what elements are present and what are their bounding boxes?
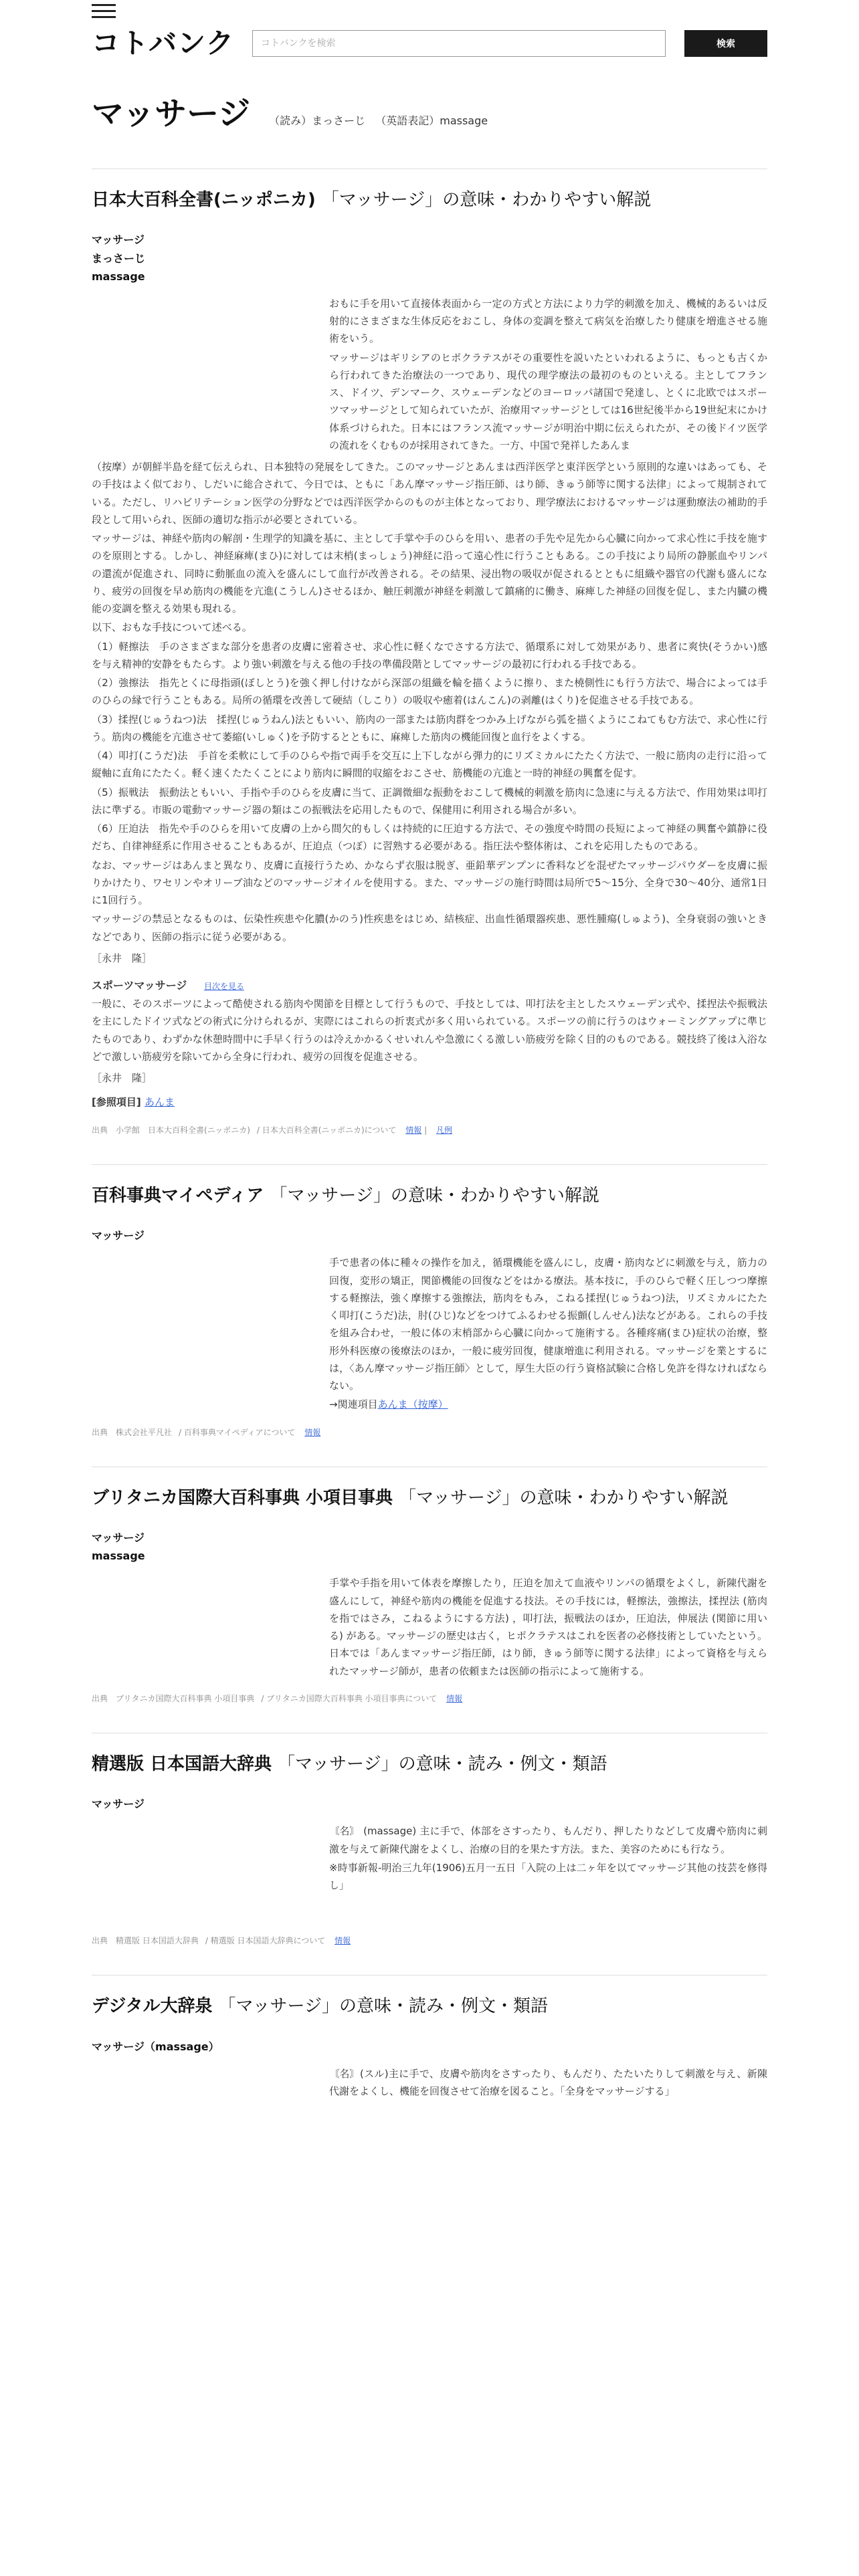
section-seisenban bbox=[92, 1733, 767, 1949]
term-heading bbox=[92, 1226, 767, 1245]
sub-heading bbox=[92, 976, 767, 995]
term-name: マッサージ（massage） bbox=[92, 2040, 219, 2053]
search-input[interactable] bbox=[252, 30, 666, 57]
reading: （読み）まっさーじ bbox=[269, 114, 366, 127]
term-reading: まっさーじ bbox=[92, 251, 146, 265]
term-heading bbox=[92, 1795, 767, 1813]
term-heading bbox=[92, 2038, 767, 2056]
topbar bbox=[92, 0, 767, 20]
paragraph: マッサージの禁忌となるものは、伝染性疾患や化膿(かのう)性疾患をはじめ、結核症、出血性循環器疾患、悪性腫瘍(しゅよう)、全身衰弱の強いときなどであり、医師の指示に従う必要がある。 bbox=[92, 913, 767, 943]
list-item: （3）揉捏(じゅうねつ)法 揉捏(じゅうねん)法ともいい、筋肉の一部または筋肉群をつかみ上げながら弧を描くようにこねてもむ方法で、求心性に行う。筋肉の機能を亢進させて萎縮(いしゅく)を予防するとともに、麻痺した筋肉の機能回復と血行をよくする。 bbox=[92, 713, 767, 743]
source-info: 出典 ブリタニカ国際大百科事典 小項目事典 / ブリタニカ国際大百科事典 小項目事典について 情報 bbox=[92, 1693, 463, 1703]
body-block bbox=[329, 2065, 767, 2101]
paragraph: なお、マッサージはあんまと異なり、皮膚に直接行うため、かならず衣服は脱ぎ、亜鉛華デンプンに香料などを混ぜたマッサージパウダーを皮膚に振りかけたり、ワセリンやオリーブ油などのマッサージオイルを使用する。また、マッサージの施行時間は局所で5〜15分、全身で30〜40分、通常1日に1回行う。 bbox=[92, 859, 767, 907]
section-subtitle: 「マッサージ」の意味・わかりやすい解説 bbox=[399, 1487, 729, 1508]
paragraph: 〘名〙(スル)主に手で、皮膚や筋肉をさすったり、もんだり、たたいたりして刺激を与え、新陳代謝をよくし、機能を回復させて治療を図ること。「全身をマッサージする」 bbox=[329, 2067, 767, 2098]
paragraph: （按摩）が朝鮮半島を経て伝えられ、日本独特の発展をしてきた。このマッサージとあんまは西洋医学と東洋医学という原則的な違いはあっても、その手技はよく似ており、しだいに総合されて、今日では、ともに「あん摩マッサージ指圧師、はり師、きゅう師等に関する法律」によって規制されている。ただし、リハビリテーション医学の分野などでは西洋医学からのものが主体となっており、理学療法におけるマッサージは運動療法の補助的手段として用いられ、医師の適切な指示が必要とされている。 bbox=[92, 461, 767, 526]
english-notation: （英語表記）massage bbox=[375, 114, 488, 127]
list-item: （1）軽擦法 手のさまざまな部分を患者の皮膚に密着させ、求心性に軽くなでさする方法で、循環系に対して効果があり、患者に爽快(そうかい)感を与え精神的安静をもたらす。より強い刺激を与える他の手技の準備段階としてマッサージの最初に行われる手技である。 bbox=[92, 640, 767, 670]
term-name: マッサージ bbox=[92, 233, 145, 247]
section-subtitle: 「マッサージ」の意味・わかりやすい解説 bbox=[321, 190, 652, 210]
page-title-row bbox=[92, 86, 767, 142]
toc-link[interactable]: 目次を見る bbox=[203, 982, 244, 992]
source-info-link[interactable]: 情報 bbox=[335, 1936, 351, 1946]
search-button[interactable]: 検索 bbox=[684, 30, 767, 57]
term-name: マッサージ bbox=[92, 1798, 145, 1811]
sub-heading-text: スポーツマッサージ bbox=[92, 979, 187, 992]
source-publisher: 出典 精選版 日本国語大辞典 bbox=[92, 1936, 199, 1946]
paragraph: 手で患者の体に種々の操作を加え，循環機能を盛んにし，皮膚・筋肉などに刺激を与え，筋力の回復，変形の矯正，関節機能の回復などをはかる療法。基本技に，手のひらで軽く圧しつつ摩擦する軽擦法，強く摩擦する強擦法，筋肉をもみ，こねる揉捏(じゅうねつ)法，リズミカルにたたく叩打(こうだ)法，肘(ひじ)などをつけてふるわせる振顫(しんせん)法などがある。これらの手技を組み合わせ，一般に体の末梢部から心臓に向かって施術する。各種疼痛(まひ)症状の治療，整形外科医療の後療法のほか，一般に疲労回復，健康増進に利用される。マッサージを業とするには，〈あん摩マッサージ指圧師〉として，厚生大臣の行う資格試験に合格し免許を得なければならない。 bbox=[329, 1257, 767, 1392]
body-block bbox=[329, 1254, 767, 1413]
list-item: （5）振戦法 振動法ともいい、手指や手のひらを皮膚に当て、正調微細な振動をおこして機械的刺激を筋肉に急速に与える方法で、作用効果は叩打法に準ずる。市販の電動マッサージ器の類はこの振戦法を応用したもので、保健用に利用される場合が多い。 bbox=[92, 786, 767, 816]
source-publisher: 出典 小学館 日本大百科全書(ニッポニカ) bbox=[92, 1125, 250, 1135]
reference-link[interactable]: あんま bbox=[144, 1096, 175, 1109]
dictionary-name: 日本大百科全書(ニッポニカ) bbox=[92, 190, 316, 210]
section-britannica bbox=[92, 1467, 767, 1706]
source-publisher: 出典 ブリタニカ国際大百科事典 小項目事典 bbox=[92, 1693, 255, 1703]
section-title bbox=[92, 1486, 767, 1510]
source-info: 出典 精選版 日本国語大辞典 / 精選版 日本国語大辞典について 情報 bbox=[92, 1936, 351, 1946]
header bbox=[92, 20, 767, 67]
section-daijisen bbox=[92, 1975, 767, 2100]
source-info: 出典 小学館 日本大百科全書(ニッポニカ) / 日本大百科全書(ニッポニカ)について 情報 | 凡例 bbox=[92, 1125, 452, 1135]
reference-items bbox=[92, 1093, 767, 1111]
paragraph: 以下、おもな手技について述べる。 bbox=[92, 621, 252, 634]
intro-block bbox=[329, 295, 767, 454]
term-english: massage bbox=[92, 1549, 145, 1563]
paragraph: マッサージは、神経や筋肉の解剖・生理学的知識を基に、主として手掌や手のひらを用い、患者の手先や足先から心臓に向かって求心性に手技を施すのを原則とする。しかし、神経麻痺(まひ)に対しては末梢(まっしょう)神経に沿って遠心性に行うこともある。この手技により局所の静脈血やリンパの還流が促進され、同時に動脈血の流入を盛んにして血行が改善される。その結果、浸出物の吸収が促されるとともに組織や器官の代謝も盛んになり、疲労の回復を早め筋肉の機能を亢進(こうしん)させるほか、触圧刺激が神経を刺激して鎮痛的に働き、麻痺した神経の回復を促し、また内臓の機能の変調を整える効果も現れる。 bbox=[92, 532, 767, 615]
paragraph: マッサージはギリシアのヒポクラテスがその重要性を説いたといわれるように、もっとも古くから行われてきた治療法の一つであり、現代の理学療法の最初のものといえる。主としてフランス、ドイツ、デンマーク、スウェーデンなどのヨーロッパ諸国で発達し、とくに北欧ではスポーツマッサージとして知られていたが、治療用マッサージとしては16世紀後半から19世紀末にかけ体系づけられた。日本にはフランス流マッサージが明治中期に伝えられたが、その後ドイツ医学の流れをくむものが採用されてきた。一方、中国で発祥したあんま bbox=[329, 351, 767, 451]
paragraph: 手掌や手指を用いて体表を摩擦したり，圧迫を加えて血液やリンパの循環をよくし，新陳代謝を盛んにして，神経や筋肉の機能を促進する技法。その手技には，軽擦法，強擦法，揉捏法 (筋肉を指ではさみ，こねるようにする方法) ，叩打法，振戦法のほか，圧迫法，伸展法 (関節に用いる) がある。マッサージの歴史は古く，ヒポクラテスはこれを医者の必修技術としていたという。日本では「あんまマッサージ指圧師，はり師，きゅう師等に関する法律」によって資格を与えられたマッサージ師が，患者の依頼または医師の指示によって施術する。 bbox=[329, 1577, 767, 1677]
term-heading bbox=[92, 1529, 767, 1565]
reference-label: [参照項目] bbox=[92, 1096, 141, 1109]
term-heading bbox=[92, 231, 767, 286]
reading-info bbox=[269, 112, 494, 130]
related-items bbox=[329, 1396, 767, 1413]
source-info: 出典 株式会社平凡社 / 百科事典マイペディアについて 情報 bbox=[92, 1427, 321, 1437]
section-mypedia bbox=[92, 1164, 767, 1440]
dictionary-name: 百科事典マイペディア bbox=[92, 1185, 264, 1206]
author: ［永井 隆］ bbox=[92, 1072, 153, 1085]
example-quote: ※時事新報‐明治三九年(1906)五月一五日「入院の上は二ヶ年を以てマッサージ其他の技芸を修得し」 bbox=[329, 1861, 767, 1892]
author: ［永井 隆］ bbox=[92, 952, 153, 964]
source-cite-link[interactable]: 凡例 bbox=[436, 1125, 452, 1135]
dictionary-name: デジタル大辞泉 bbox=[92, 1996, 213, 2017]
paragraph: 〘名〙 (massage) 主に手で、体部をさすったり、もんだり、押したりなどして皮膚や筋肉に刺激を与えて新陳代謝をよくし、治療の目的を果たす方法。また、美容のためにも行なう。 bbox=[329, 1825, 767, 1855]
source-publisher: 出典 株式会社平凡社 bbox=[92, 1427, 173, 1437]
section-title bbox=[92, 188, 767, 212]
paragraph: 一般に、そのスポーツによって酷使される筋肉や関節を目標として行うもので、手技としては、叩打法を主としたスウェーデン式や、揉捏法や振戦法を主にしたドイツ式などの術式に分けられるが、実際にはこれらの折衷式が多く用いられている。スポーツの前に行うのはウォーミングアップに準じたものであり、わずかな休憩時間中に手早く行うのは冷えかかるくせいれんや急激にくる激しい筋疲労を除く目的のものである。競技終了後は入浴などで激しい筋疲労を除いてから全身に行われ、疲労の回復を促進させる。 bbox=[92, 998, 767, 1063]
dictionary-name: ブリタニカ国際大百科事典 小項目事典 bbox=[92, 1487, 393, 1508]
term-english: massage bbox=[92, 270, 145, 283]
list-item: （4）叩打(こうだ)法 手首を柔軟にして手のひらや指で両手を交互に上下しながら弾力的にリズミカルにたたく方法で、一般に筋肉の走行に沿って縦軸に直角にたたく。軽く速くたたくことにより筋肉に瞬間的収縮をおこさせ、筋機能の亢進と一時的神経の興奮を促す。 bbox=[92, 750, 767, 780]
source-info-link[interactable]: 情報 bbox=[405, 1125, 422, 1135]
site-logo[interactable]: コトバンク bbox=[92, 27, 235, 60]
related-link[interactable]: あんま（按摩） bbox=[377, 1398, 448, 1411]
term-name: マッサージ bbox=[92, 1229, 145, 1243]
section-title bbox=[92, 1994, 767, 2018]
menu-icon[interactable] bbox=[92, 4, 116, 19]
term-name: マッサージ bbox=[92, 1531, 145, 1544]
section-nipponica bbox=[92, 169, 767, 1138]
list-item: （2）強擦法 指先とくに母指頭(ぼしとう)を強く押し付けながら深部の組織を輪を描くように擦り、また橈側性にも行う方法で、場合によっては手のひらの縁で行うこともある。局所の循環を改善して硬結（しこり）の吸収や癒着(はんこん)の剥離(はくり)を促進させる手技である。 bbox=[92, 677, 767, 707]
section-subtitle: 「マッサージ」の意味・読み・例文・類語 bbox=[218, 1996, 548, 2017]
source-separator: | bbox=[424, 1125, 427, 1135]
source-about: 精選版 日本国語大辞典について bbox=[210, 1936, 326, 1946]
source-about: 日本大百科全書(ニッポニカ)について bbox=[262, 1125, 397, 1135]
list-item: （6）圧迫法 指先や手のひらを用いて皮膚の上から間欠的もしくは持続的に圧迫する方法で、その強度や時間の長短によって神経の興奮や鎮静に役だち、自律神経系に作用させることもあるが、圧迫点（つぼ）に習熟する必要がある。指圧法や整体術は、これを応用したものである。 bbox=[92, 823, 767, 853]
source-info-link[interactable]: 情報 bbox=[446, 1693, 463, 1703]
dictionary-name: 精選版 日本国語大辞典 bbox=[92, 1753, 272, 1774]
paragraph: おもに手を用いて直接体表面から一定の方式と方法により力学的刺激を加え、機械的あるいは反射的にさまざまな生体反応をおこし、身体の変調を整えて病気を治療したり健康を増進させる施術をいう。 bbox=[329, 297, 767, 345]
section-title bbox=[92, 1184, 767, 1208]
related-label: →関連項目 bbox=[329, 1398, 378, 1411]
source-about: ブリタニカ国際大百科事典 小項目事典について bbox=[266, 1693, 438, 1703]
section-title bbox=[92, 1752, 767, 1776]
section-subtitle: 「マッサージ」の意味・読み・例文・類語 bbox=[278, 1753, 607, 1774]
body-block bbox=[329, 1574, 767, 1680]
page-title: マッサージ bbox=[92, 95, 251, 132]
source-info-link[interactable]: 情報 bbox=[304, 1427, 321, 1437]
section-subtitle: 「マッサージ」の意味・わかりやすい解説 bbox=[270, 1185, 599, 1206]
source-about: 百科事典マイペディアについて bbox=[183, 1427, 296, 1437]
body-block bbox=[329, 1822, 767, 1894]
